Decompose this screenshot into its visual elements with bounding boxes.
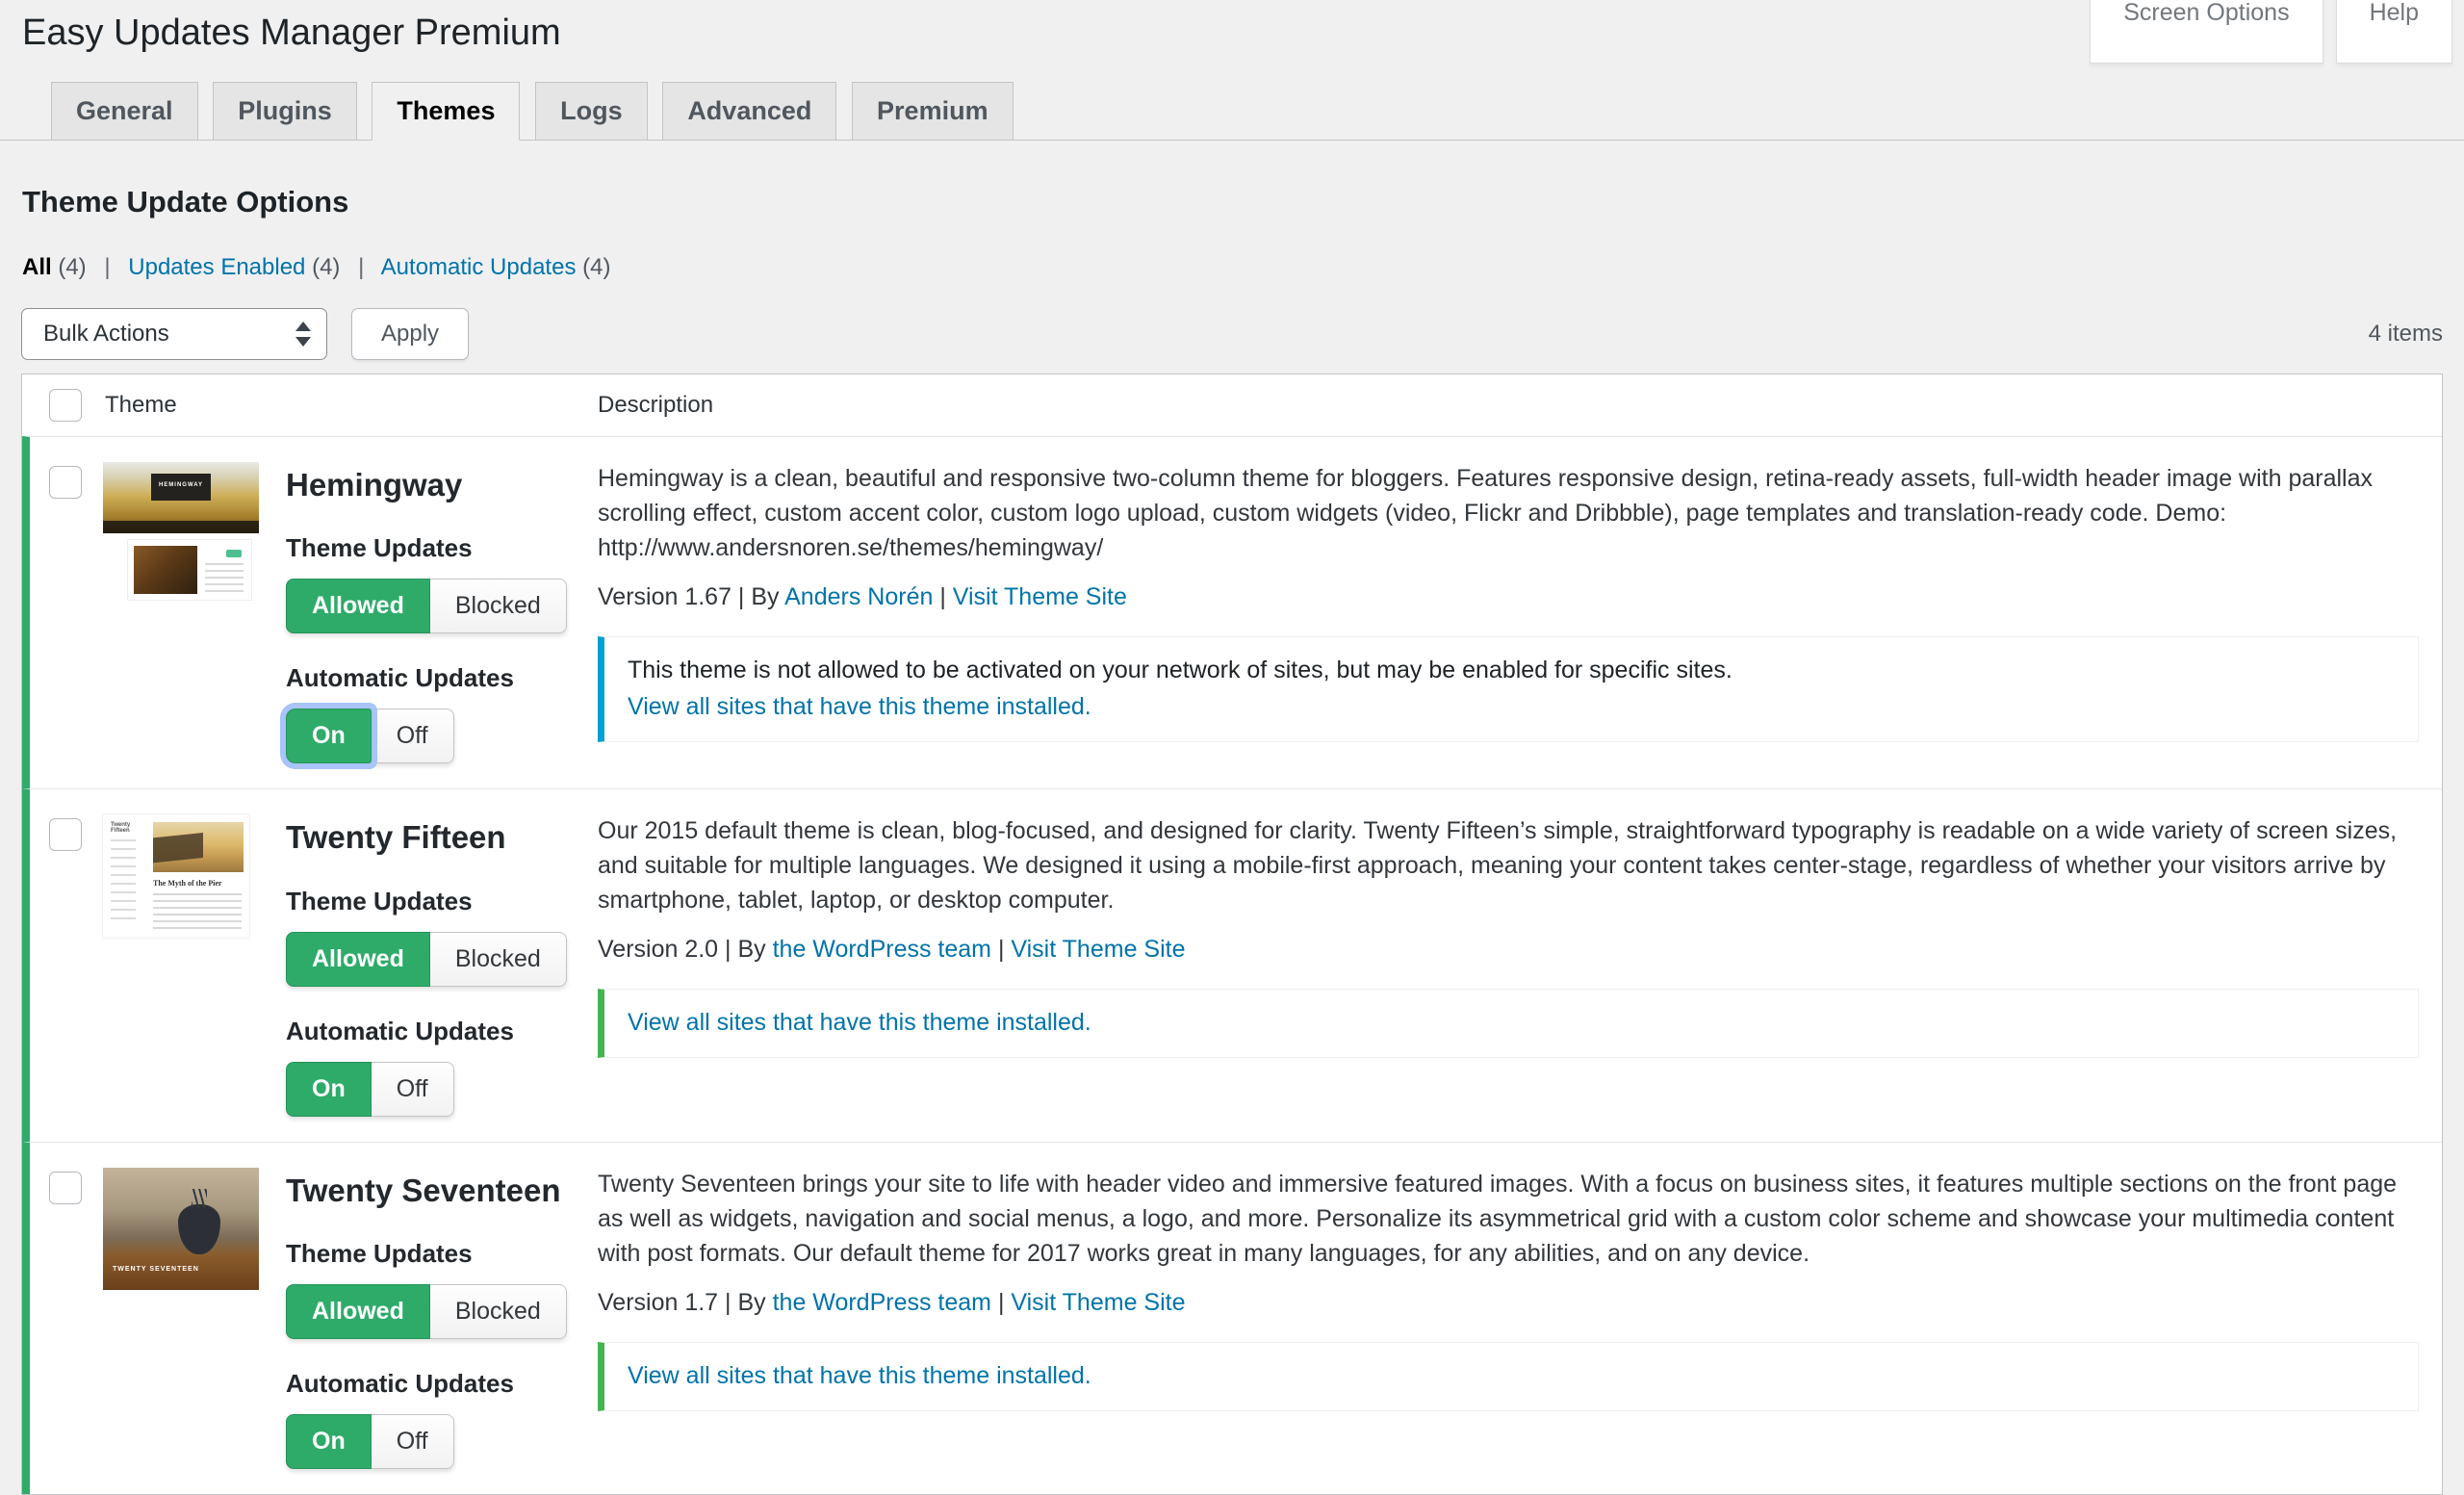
items-count: 4 items (2368, 320, 2443, 347)
filter-all-count: (4) (58, 253, 87, 280)
blocked-button[interactable]: Blocked (430, 932, 567, 987)
view-sites-link[interactable]: View all sites that have this theme installed. (628, 1361, 1091, 1389)
tab-themes[interactable]: Themes (372, 82, 520, 141)
theme-name: Twenty Fifteen (286, 819, 506, 856)
screen-options-button[interactable]: Screen Options (2090, 0, 2323, 64)
theme-row-hemingway (22, 436, 2442, 789)
theme-updates-label: Theme Updates (286, 533, 473, 563)
theme-row-twenty-seventeen (22, 1142, 2442, 1495)
author-link[interactable]: Anders Norén (784, 582, 934, 610)
network-notice (598, 636, 2419, 742)
thumbnail-title: HEMINGWAY (151, 474, 211, 501)
theme-thumbnail-twenty-fifteen (103, 814, 259, 938)
theme-updates-label: Theme Updates (286, 1239, 473, 1269)
theme-updates-toggle (286, 932, 567, 987)
version-line: Version 1.7 | By the WordPress team | Visit Theme Site (598, 1288, 1186, 1316)
view-sites-link[interactable]: View all sites that have this theme installed. (628, 692, 1091, 720)
column-header-theme: Theme (105, 391, 177, 418)
thumbnail-site-title: Twenty Fifteen (111, 822, 131, 835)
bulk-actions-select[interactable] (21, 308, 327, 360)
theme-updates-toggle (286, 579, 567, 633)
tab-plugins[interactable]: Plugins (213, 82, 357, 141)
blocked-button[interactable]: Blocked (430, 1284, 567, 1339)
allowed-button[interactable]: Allowed (286, 579, 430, 633)
tab-advanced[interactable]: Advanced (662, 82, 836, 141)
select-all-checkbox[interactable] (49, 389, 82, 422)
theme-row-twenty-fifteen (22, 788, 2442, 1142)
filter-updates-enabled[interactable]: Updates Enabled (128, 253, 306, 280)
nav-tab-bar (0, 82, 2464, 141)
allowed-button[interactable]: Allowed (286, 1284, 430, 1339)
theme-updates-toggle (286, 1284, 567, 1339)
theme-description: Our 2015 default theme is clean, blog-focused, and designed for clarity. Twenty Fifteen’s simple, straightforward typography is readable on a wide variety of screen sizes, and suitable for multiple languages. We designed it using a mobile-first approach, meaning your content takes center-stage, regardless of whether your visitors arrive by smartphone, tablet, laptop, or desktop computer. (598, 817, 2398, 915)
theme-name: Hemingway (286, 466, 463, 503)
author-link[interactable]: the WordPress team (772, 1288, 991, 1316)
network-notice (598, 1342, 2419, 1411)
filter-updates-enabled-count: (4) (312, 253, 341, 280)
blocked-button[interactable]: Blocked (430, 579, 567, 633)
off-button[interactable]: Off (372, 1414, 454, 1469)
tab-premium[interactable]: Premium (852, 82, 1014, 141)
row-checkbox-hemingway[interactable] (49, 466, 82, 499)
automatic-updates-label: Automatic Updates (286, 1369, 514, 1399)
theme-description: Hemingway is a clean, beautiful and responsive two-column theme for bloggers. Features responsive design, retina-ready assets, full-width header image with parallax scrolling effect, custom accent color, custom logo upload, custom widgets (video, Flickr and Dribbble), page templates and translation-ready code. Demo: http://www.andersnoren.se/themes/hemingway/ (598, 464, 2373, 561)
column-header-description: Description (598, 391, 714, 418)
theme-description: Twenty Seventeen brings your site to life with header video and immersive featured images. With a focus on business sites, it features multiple sections on the front page as well as widgets, navigation and social menus, a logo, and more. Personalize its asymmetrical grid with a custom color scheme and showcase your multimedia content with post formats. Our default theme for 2017 works great in many languages, for any abilities, and on any device. (598, 1170, 2398, 1267)
page-title: Easy Updates Manager Premium (22, 13, 561, 53)
version-line: Version 2.0 | By the WordPress team | Visit Theme Site (598, 936, 1186, 964)
on-button[interactable]: On (286, 709, 372, 763)
automatic-updates-toggle (286, 1414, 454, 1469)
notice-message: This theme is not allowed to be activated on your network of sites, but may be enabled for specific sites. (628, 656, 1732, 683)
theme-thumbnail-hemingway (103, 462, 259, 600)
visit-theme-site-link[interactable]: Visit Theme Site (1011, 936, 1186, 964)
automatic-updates-toggle (286, 709, 454, 763)
section-heading: Theme Update Options (22, 184, 349, 219)
filter-automatic-updates[interactable]: Automatic Updates (380, 253, 577, 280)
allowed-button[interactable]: Allowed (286, 932, 430, 987)
apply-button[interactable]: Apply (351, 308, 469, 360)
visit-theme-site-link[interactable]: Visit Theme Site (1011, 1288, 1186, 1316)
off-button[interactable]: Off (372, 709, 454, 763)
automatic-updates-label: Automatic Updates (286, 663, 514, 693)
on-button[interactable]: On (286, 1414, 372, 1469)
thumbnail-title: TWENTY SEVENTEEN (113, 1265, 199, 1273)
network-notice (598, 989, 2419, 1058)
filter-all[interactable]: All (22, 253, 52, 280)
row-checkbox-twenty-seventeen[interactable] (49, 1172, 82, 1204)
help-button[interactable]: Help (2336, 0, 2452, 64)
thumbnail-post-title: The Myth of the Pier (153, 879, 222, 889)
on-button[interactable]: On (286, 1062, 372, 1117)
themes-table (21, 374, 2443, 1495)
table-toolbar (21, 308, 2443, 360)
row-checkbox-twenty-fifteen[interactable] (49, 818, 82, 851)
view-sites-link[interactable]: View all sites that have this theme installed. (628, 1009, 1091, 1037)
screen-meta (2090, 0, 2452, 64)
filter-automatic-updates-count: (4) (582, 253, 611, 280)
off-button[interactable]: Off (372, 1062, 454, 1117)
filter-links: All (4) | Updates Enabled (4) | Automatic Updates (4) (22, 253, 611, 280)
table-header-row (22, 374, 2442, 436)
theme-updates-label: Theme Updates (286, 886, 473, 915)
automatic-updates-label: Automatic Updates (286, 1016, 514, 1045)
tab-logs[interactable]: Logs (535, 82, 648, 141)
visit-theme-site-link[interactable]: Visit Theme Site (952, 582, 1127, 610)
tab-general[interactable]: General (51, 82, 198, 141)
theme-name: Twenty Seventeen (286, 1172, 561, 1208)
author-link[interactable]: the WordPress team (772, 936, 991, 964)
select-arrows-icon (295, 322, 311, 347)
theme-thumbnail-twenty-seventeen (103, 1168, 259, 1290)
automatic-updates-toggle (286, 1062, 454, 1117)
bulk-actions-value: Bulk Actions (43, 320, 169, 347)
version-line: Version 1.67 | By Anders Norén | Visit Theme Site (598, 582, 1127, 610)
